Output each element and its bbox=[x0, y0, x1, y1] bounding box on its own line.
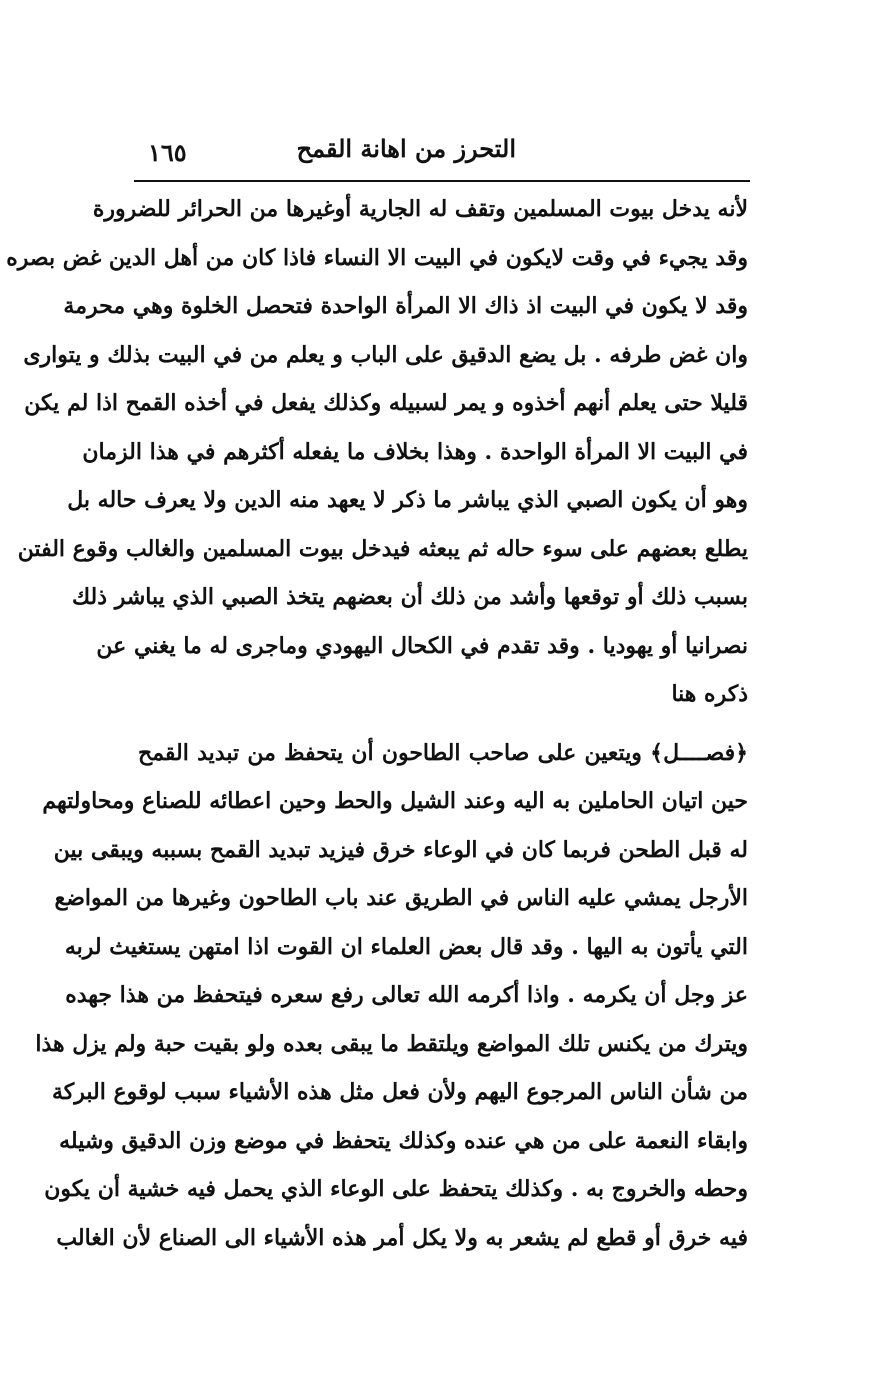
text-line: نصرانيا أو يهوديا . وقد تقدم في الكحال اليهودي وماجرى له ما يغني عن bbox=[96, 632, 748, 659]
text-line: التي يأتون به اليها . وقد قال بعض العلماء ان القوت اذا امتهن يستغيث لربه bbox=[64, 933, 748, 960]
text-line: وقد يجيء في وقت لايكون في البيت الا النساء فاذا كان من أهل الدين غض بصره bbox=[6, 244, 748, 271]
text-line: وان غض طرفه . بل يضع الدقيق على الباب و يعلم من في البيت بذلك و يتوارى bbox=[23, 341, 748, 368]
page-number: ١٦٥ bbox=[148, 138, 187, 167]
text-line: فيه خرق أو قطع لم يشعر به ولا يكل أمر هذه الأشياء الى الصناع لأن الغالب bbox=[56, 1224, 748, 1251]
text-line: الأرجل يمشي عليه الناس في الطريق عند باب الطاحون وغيرها من المواضع bbox=[54, 885, 748, 911]
paragraph bbox=[35, 729, 748, 1263]
text-line: يطلع بعضهم على سوء حاله ثم يبعثه فيدخل بيوت المسلمين والغالب وقوع الفتن bbox=[17, 535, 748, 562]
text-line: حين اتيان الحاملين به اليه وعند الشيل والحط وحين اعطائه للصناع ومحاولتهم bbox=[42, 788, 748, 814]
text-line: قليلا حتى يعلم أنهم أخذوه و يمر لسبيله وكذلك يفعل في أخذه القمح اذا لم يكن bbox=[24, 390, 748, 416]
text-line: بسبب ذلك أو توقعها وأشد من ذلك أن بعضهم يتخذ الصبي الذي يباشر ذلك bbox=[72, 584, 748, 610]
text-line: وحطه والخروج به . وكذلك يتحفظ على الوعاء الذي يحمل فيه خشية أن يكون bbox=[44, 1176, 748, 1202]
text-line: لأنه يدخل بيوت المسلمين وتقف له الجارية أوغيرها من الحرائر للضرورة bbox=[92, 196, 748, 222]
text-line: ذكره هنا bbox=[671, 681, 748, 707]
text-line: في البيت الا المرأة الواحدة . وهذا بخلاف ما يفعله أكثرهم في هذا الزمان bbox=[82, 438, 748, 465]
text-line: وقد لا يكون في البيت اذ ذاك الا المرأة الواحدة فتحصل الخلوة وهي محرمة bbox=[63, 293, 748, 319]
body-text bbox=[6, 185, 748, 1262]
section-heading-line: ﴿فصــــل﴾ ويتعين على صاحب الطاحون أن يتحفظ من تبديد القمح bbox=[138, 739, 748, 766]
page-header bbox=[140, 128, 752, 178]
header-divider bbox=[134, 180, 750, 182]
text-line: وابقاء النعمة على من هي عنده وكذلك يتحفظ في موضع وزن الدقيق وشيله bbox=[59, 1127, 748, 1154]
paragraph bbox=[6, 185, 748, 719]
text-line: عز وجل أن يكرمه . واذا أكرمه الله تعالى رفع سعره فيتحفظ من هذا جهده bbox=[65, 982, 748, 1008]
text-line: وهو أن يكون الصبي الذي يباشر ما ذكر لا يعهد منه الدين ولا يعرف حاله بل bbox=[67, 487, 748, 513]
text-line: له قبل الطحن فربما كان في الوعاء خرق فيزيد تبديد القمح بسببه ويبقى بين bbox=[53, 836, 748, 863]
paragraph-gap bbox=[138, 719, 748, 729]
running-title: التحرز من اهانة القمح bbox=[296, 134, 516, 163]
text-line: من شأن الناس المرجوع اليهم ولأن فعل مثل هذه الأشياء سبب لوقوع البركة bbox=[51, 1079, 748, 1105]
text-line: ويترك من يكنس تلك المواضع ويلتقط ما يبقى بعده ولو بقيت حبة ولم يزل هذا bbox=[35, 1030, 748, 1057]
